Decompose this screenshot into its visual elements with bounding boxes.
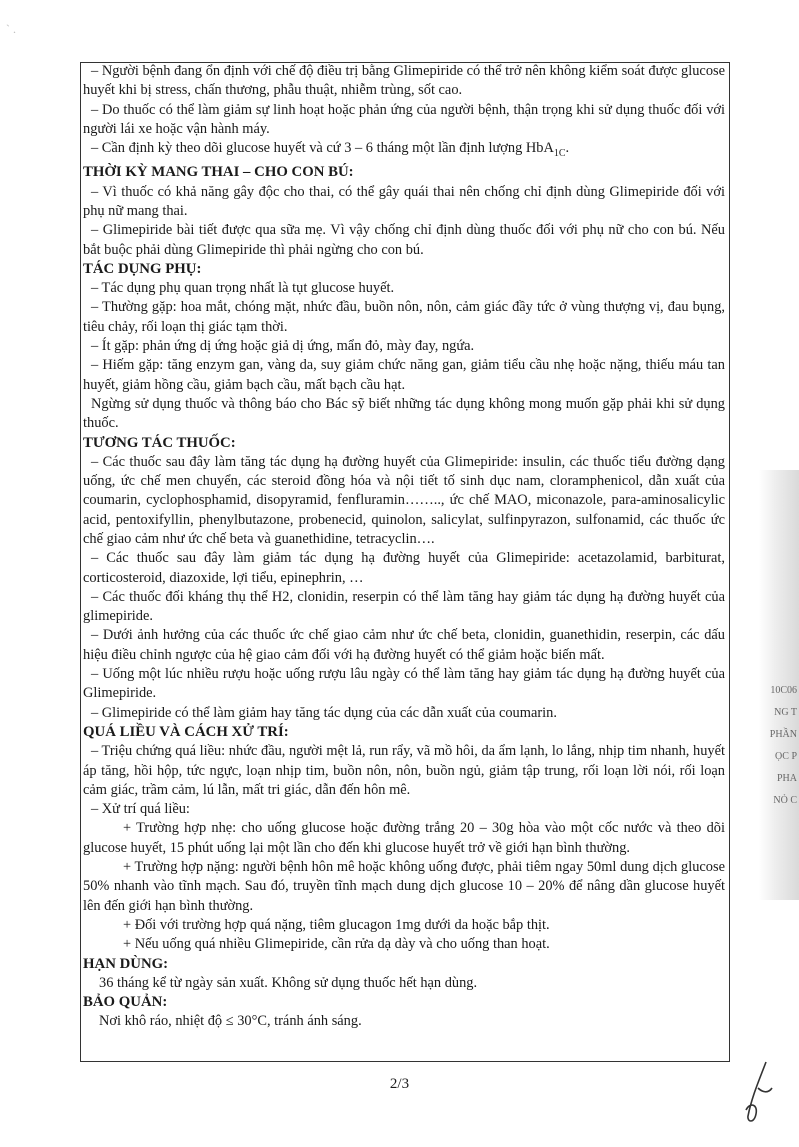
section-heading: HẠN DÙNG: xyxy=(83,955,169,972)
paragraph: – Dưới ảnh hưởng của các thuốc ức chế giao cảm như ức chế beta, clonidin, guanethidin, reserpin, các dấu hiệu điều chỉnh ngược của hệ giao cảm đối với hạ đường huyết có thể giảm hoặc biến mất. xyxy=(83,627,725,663)
side-bleed-line: PHẦN xyxy=(769,729,797,740)
paragraph: – Thường gặp: hoa mắt, chóng mặt, nhức đầu, buồn nôn, nôn, cảm giác đầy tức ở vùng thượng vị, đau bụng, tiêu chảy, rối loạn thị giác tạm thời. xyxy=(83,299,725,335)
side-bleed-line: ỌC P xyxy=(775,751,797,762)
side-bleed-line: NỎ C xyxy=(773,795,797,806)
paragraph: – Các thuốc đối kháng thụ thể H2, clonidin, reserpin có thể làm tăng hay giảm tác dụng hạ đường huyết của glimepiride. xyxy=(83,588,725,625)
paragraph: + Trường hợp nhẹ: cho uống glucose hoặc đường trắng 20 – 30g hòa vào một cốc nước và theo dõi glucose huyết, 15 phút uống lại một lần cho đến khi glucose huyết trở về giới hạn bình thường. xyxy=(83,820,725,856)
paragraph: – Ít gặp: phản ứng dị ứng hoặc giả dị ứng, mẩn đỏ, mày đay, ngứa. xyxy=(91,338,475,355)
paragraph: – Triệu chứng quá liều: nhức đầu, người mệt lả, run rẩy, vã mồ hôi, da ẩm lạnh, lo lắng, nhịp tim nhanh, huyết áp tăng, hồi hộp, tức ngực, loạn nhịp tim, buồn nôn, nôn, buồn ngủ, giảm tập trung, rối loạn lời nói, rối loạn cảm giác, trầm cảm, lú lẫn, mất tri giác, dẫn đến hôn mê. xyxy=(83,743,725,798)
paragraph: Nơi khô ráo, nhiệt độ ≤ 30°C, tránh ánh sáng. xyxy=(99,1013,362,1030)
paragraph: – Các thuốc sau đây làm giảm tác dụng hạ đường huyết của Glimepiride: acetazolamid, barbiturat, corticosteroid, diazoxide, lợi tiểu, epinephrin, … xyxy=(83,550,725,586)
paragraph: – Glimepiride có thể làm giảm hay tăng tác dụng của các dẫn xuất của coumarin. xyxy=(91,704,557,721)
section-heading: TƯƠNG TÁC THUỐC: xyxy=(83,434,236,451)
side-bleed-line: NG T xyxy=(774,707,797,718)
signature-mark xyxy=(738,1058,778,1128)
page-number: 2/3 xyxy=(389,1076,410,1092)
paragraph: – Hiếm gặp: tăng enzym gan, vàng da, suy giảm chức năng gan, giảm tiểu cầu nhẹ hoặc nặng, thiếu máu tan huyết, giảm hồng cầu, giảm bạch cầu, mất bạch cầu hạt. xyxy=(83,357,725,393)
section-heading: BẢO QUẢN: xyxy=(83,994,168,1011)
paragraph: – Các thuốc sau đây làm tăng tác dụng hạ đường huyết của Glimepiride: insulin, các thuốc tiểu đường dạng uống, ức chế men chuyển, các steroid đồng hóa và nội tiết tố sinh dục nam, cloramphenicol, dẫn xuất của coumarin, cyclophosphamid, disopyramid, fenfluramin…….., ức chế MAO, miconazole, para-aminosalicylic acid, pentoxifyllin, phenylbutazone, probenecid, quinolon, salicylat, sulfinpyrazon, sulfonamid, các thuốc ức chế giao cảm như ức chế beta và guanethidine, tetracyclin…. xyxy=(83,453,725,547)
paragraph: + Đối với trường hợp quá nặng, tiêm glucagon 1mg dưới da hoặc bắp thịt. xyxy=(123,916,550,933)
paragraph: – Cần định kỳ theo dõi glucose huyết và cứ 3 – 6 tháng một lần định lượng HbA$_{1C}$. xyxy=(91,140,570,160)
paragraph: – Người bệnh đang ổn định với chế độ điều trị bằng Glimepiride có thể trở nên không kiểm soát được glucose huyết khi bị stress, chấn thương, phẫu thuật, nhiễm trùng, sốt cao. xyxy=(83,63,725,99)
side-bleed-text xyxy=(761,680,797,812)
side-bleed-line: PHA xyxy=(776,773,797,784)
paragraph: – Tác dụng phụ quan trọng nhất là tụt glucose huyết. xyxy=(91,280,395,297)
paragraph: – Vì thuốc có khả năng gây độc cho thai, có thể gây quái thai nên chống chỉ định dùng Glimepiride đối với phụ nữ mang thai. xyxy=(83,183,725,219)
paragraph: + Nếu uống quá nhiều Glimepiride, cần rửa dạ dày và cho uống than hoạt. xyxy=(123,936,550,953)
paragraph: + Trường hợp nặng: người bệnh hôn mê hoặc không uống được, phải tiêm ngay 50ml dung dịch glucose 50% nhanh vào tĩnh mạch. Sau đó, truyền tĩnh mạch dung dịch glucose 10 – 20% để nâng dần glucose huyết lên đến giới hạn bình thường. xyxy=(83,859,725,914)
paragraph: 36 tháng kể từ ngày sản xuất. Không sử dụng thuốc hết hạn dùng. xyxy=(99,974,478,991)
paragraph: – Do thuốc có thể làm giảm sự linh hoạt hoặc phản ứng của người bệnh, thận trọng khi sử dụng thuốc đối với người lái xe hoặc vận hành máy. xyxy=(83,101,725,137)
document-body xyxy=(83,62,725,1032)
paragraph: Ngừng sử dụng thuốc và thông báo cho Bác sỹ biết những tác dụng không mong muốn gặp phải khi sử dụng thuốc. xyxy=(83,395,725,432)
section-heading: THỜI KỲ MANG THAI – CHO CON BÚ: xyxy=(83,164,354,181)
paragraph: – Xử trí quá liều: xyxy=(91,801,190,818)
paragraph: – Glimepiride bài tiết được qua sữa mẹ. Vì vậy chống chỉ định dùng thuốc đối với phụ nữ cho con bú. Nếu bắt buộc phải dùng Glimepiride thì phải ngừng cho con bú. xyxy=(83,222,725,258)
section-heading: QUÁ LIỀU VÀ CÁCH XỬ TRÍ: xyxy=(83,723,289,740)
side-bleed-line: 10C06 xyxy=(770,685,797,696)
corner-mark: ` . xyxy=(6,22,16,36)
section-heading: TÁC DỤNG PHỤ: xyxy=(83,260,202,277)
paragraph: – Uống một lúc nhiều rượu hoặc uống rượu lâu ngày có thể làm tăng hay giảm tác dụng hạ đường huyết của Glimepiride. xyxy=(83,666,725,702)
